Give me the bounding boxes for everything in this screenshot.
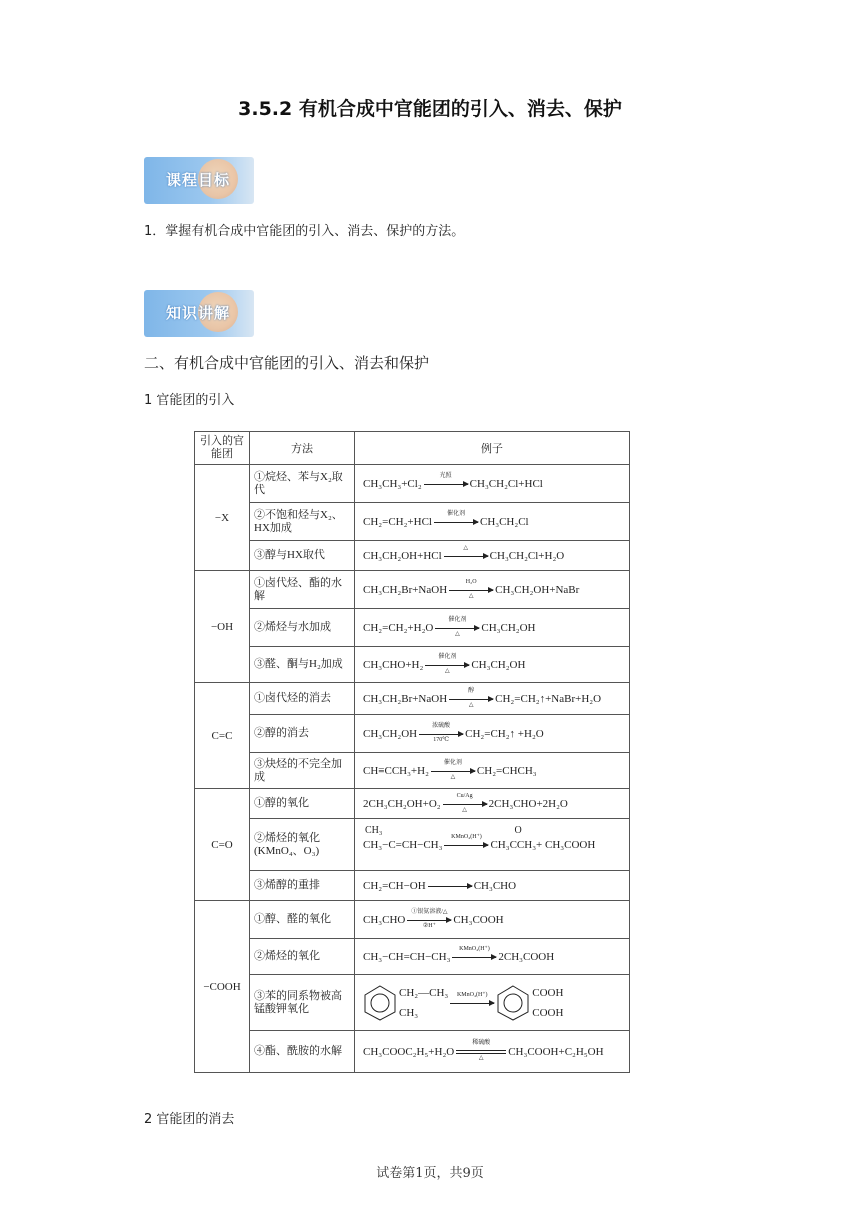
- arrow-shaft: [424, 484, 468, 485]
- condition-above: 醇: [468, 688, 475, 695]
- products: [490, 824, 596, 851]
- products-text: CH₂=CHCH₃: [476, 764, 537, 777]
- reactants-text: CH₃CHO: [363, 913, 406, 926]
- reactants-text: CH₂=CH₂+H₂O: [363, 621, 434, 634]
- example-cell: [355, 819, 630, 871]
- structure-branch: O: [514, 824, 522, 836]
- reactants-text: CH≡CCH₃+H₂: [363, 764, 429, 777]
- reactants-text: CH₃CH₂OH: [363, 727, 418, 740]
- example-cell: [355, 541, 630, 571]
- table-row: [195, 1031, 630, 1073]
- method-cell: ③炔烃的不完全加成: [250, 753, 355, 789]
- reactants-text: CH₃−CH=CH−CH₃: [363, 950, 451, 963]
- products-text: CH₂=CH₂↑+NaBr+H₂O: [495, 692, 602, 705]
- benzene-ring-icon: [496, 984, 530, 1022]
- reaction-arrow-icon: [434, 511, 478, 526]
- arrow-shaft: [444, 556, 488, 557]
- products: [489, 798, 568, 810]
- functional-group-cell: −X: [195, 465, 250, 571]
- method-cell: ②醇的消去: [250, 715, 355, 753]
- example-cell: [355, 609, 630, 647]
- reactants: [363, 951, 450, 963]
- condition-above: 催化剂: [446, 511, 465, 518]
- arrow-shaft: [449, 590, 493, 591]
- condition-above: KMnO₄(H⁺): [459, 946, 490, 953]
- reaction-arrow-icon: [444, 545, 488, 560]
- table-row: [195, 503, 630, 541]
- reactants: [363, 516, 432, 528]
- products-text: CH₃CH₂OH: [471, 658, 526, 671]
- reaction-arrow-icon: [450, 992, 494, 1007]
- page-footer: 试卷第1页，共9页: [376, 1166, 484, 1181]
- reactants-text: CH₂=CH₂+HCl: [363, 515, 432, 528]
- example-cell: [355, 789, 630, 819]
- arrow-head-icon: [491, 954, 497, 960]
- table-row: [195, 789, 630, 819]
- condition-below: ②H⁺: [422, 923, 436, 930]
- products-text: 2CH₃COOH: [498, 950, 555, 963]
- table-row: [195, 753, 630, 789]
- banner-label: 知识讲解: [166, 304, 231, 322]
- products-text: 2CH₃CHO+2H₂O: [488, 797, 568, 810]
- method-cell: ④酯、酰胺的水解: [250, 1031, 355, 1073]
- products-text: CH₃COOH+C₂H₅OH: [508, 1045, 604, 1058]
- equilibrium-arrow-icon: [456, 1039, 506, 1061]
- products: [490, 550, 565, 562]
- products: [480, 516, 529, 528]
- reaction-arrow-icon: [443, 793, 487, 814]
- example-cell: [355, 571, 630, 609]
- reactants-text: CH₂=CH−OH: [363, 879, 426, 892]
- example-cell: [355, 871, 630, 901]
- products: [474, 880, 516, 892]
- products-text: CH₃CH₂Cl: [479, 515, 529, 528]
- reactants: [363, 914, 405, 926]
- table-header: 方法: [250, 432, 355, 465]
- arrow-head-icon: [489, 1000, 495, 1006]
- reactants: [363, 659, 423, 671]
- products: [495, 693, 601, 705]
- arrow-shaft: [428, 886, 472, 887]
- method-cell: ③烯醇的重排: [250, 871, 355, 901]
- method-cell: ①醇、醛的氧化: [250, 901, 355, 939]
- example-cell: [355, 683, 630, 715]
- condition-above: KMnO₄(H⁺): [456, 992, 488, 998]
- arrow-head-icon: [483, 842, 489, 848]
- products: [508, 1046, 603, 1058]
- reactants-text: CH₃CH₂OH+HCl: [363, 549, 442, 562]
- substituent: CH₃: [399, 1006, 419, 1019]
- condition-below: △: [468, 702, 474, 709]
- products: [465, 728, 544, 740]
- table-header: 引入的官能团: [195, 432, 250, 465]
- condition-below: △: [478, 1054, 484, 1061]
- example-cell: [355, 465, 630, 503]
- arrow-line: [456, 1050, 506, 1051]
- benzene-ring-icon: [363, 984, 397, 1022]
- reactants: [363, 478, 422, 490]
- example-cell: [355, 975, 630, 1031]
- products-text: CH₃CH₂Cl+HCl: [469, 477, 543, 490]
- arrow-shaft: [444, 845, 488, 846]
- products-text: CH₃CH₂OH: [481, 621, 536, 634]
- example-cell: [355, 753, 630, 789]
- reactants: [363, 622, 433, 634]
- products-text: CH₃CH₂Cl+H₂O: [489, 549, 565, 562]
- method-cell: ③醛、酮与H₂加成: [250, 647, 355, 683]
- reaction-arrow-icon: [431, 760, 475, 781]
- functional-group-cell: −OH: [195, 571, 250, 683]
- products-text: CH₃CCH₃+ CH₃COOH: [490, 838, 596, 851]
- method-cell: ①醇的氧化: [250, 789, 355, 819]
- reactants: [363, 1046, 454, 1058]
- reactants: [363, 765, 429, 777]
- banner-label: 课程目标: [166, 171, 231, 189]
- products-text: CH₂=CH₂↑ +H₂O: [465, 727, 544, 740]
- table-row: [195, 975, 630, 1031]
- products: [453, 914, 503, 926]
- arrow-shaft: [419, 734, 463, 735]
- table-row: [195, 541, 630, 571]
- reactants-text: CH₃COOC₂H₅+H₂O: [363, 1045, 455, 1058]
- reaction-arrow-icon: [435, 617, 479, 638]
- reaction-arrow-icon: [407, 909, 451, 930]
- structure-branch: CH₃: [365, 824, 383, 836]
- condition-above: 催化剂: [443, 760, 462, 767]
- reactants: [363, 798, 441, 810]
- functional-group-cell: C=C: [195, 683, 250, 789]
- functional-group-cell: C=O: [195, 789, 250, 901]
- table-row: [195, 465, 630, 503]
- reactants: [363, 728, 417, 740]
- condition-above: KMnO₄(H⁺): [451, 834, 482, 841]
- reactants-text: CH₃CH₂Br+NaOH: [363, 583, 448, 596]
- table-row: [195, 609, 630, 647]
- table-row: [195, 571, 630, 609]
- functional-group-cell: −COOH: [195, 901, 250, 1073]
- reactants: [363, 584, 447, 596]
- condition-above: 催化剂: [438, 654, 457, 661]
- reaction-arrow-icon: [449, 688, 493, 709]
- table-row: [195, 901, 630, 939]
- reactants-text: CH₃CH₂Br+NaOH: [363, 692, 448, 705]
- arrow-head-icon: [463, 481, 469, 487]
- example-cell: [355, 647, 630, 683]
- products: [498, 951, 554, 963]
- condition-above: ①银氨溶液/△: [411, 909, 448, 916]
- reaction-arrow-icon: [449, 579, 493, 600]
- condition-below: △: [455, 631, 460, 638]
- condition-below: 170℃: [433, 737, 449, 744]
- reaction-arrow-icon: [425, 654, 469, 675]
- reaction-arrow-icon: [424, 473, 468, 488]
- substituent: CH₂—CH₃: [399, 986, 449, 999]
- condition-above: H₂O: [465, 579, 477, 586]
- condition-below: △: [462, 807, 467, 814]
- arrow-head-icon: [473, 519, 479, 525]
- knowledge-banner: [144, 290, 254, 337]
- reaction-arrow-icon: [444, 834, 488, 849]
- condition-above: 浓硫酸: [432, 723, 451, 730]
- arrow-head-icon: [483, 553, 489, 559]
- arrow-head-icon: [467, 883, 473, 889]
- method-cell: ①卤代烃、酯的水解: [250, 571, 355, 609]
- substituent: COOH: [532, 986, 564, 999]
- example-cell: [355, 901, 630, 939]
- arrow-shaft: [452, 957, 496, 958]
- table-row: [195, 939, 630, 975]
- example-cell: [355, 1031, 630, 1073]
- reactants-text: CH₃CHO+H₂: [363, 658, 424, 671]
- substituent-stack: [532, 983, 563, 1023]
- reactants: [363, 550, 442, 562]
- products-text: CH₃CHO: [473, 879, 517, 892]
- substituent-stack: [399, 983, 448, 1023]
- course-goal-banner: [144, 157, 254, 204]
- example-cell: [355, 939, 630, 975]
- functional-group-table: [194, 431, 630, 1073]
- condition-below: △: [468, 593, 474, 600]
- arrow-shaft: [443, 804, 487, 805]
- method-cell: ②烯烃与水加成: [250, 609, 355, 647]
- subsection-heading: 1 官能团的引入: [144, 393, 235, 408]
- products-text: CH₃CH₂OH+NaBr: [495, 583, 580, 596]
- arrow-shaft: [425, 665, 469, 666]
- products: [470, 478, 543, 490]
- reactants: [363, 693, 447, 705]
- section-heading: 二、有机合成中官能团的引入、消去和保护: [144, 354, 430, 372]
- condition-below: △: [445, 668, 450, 675]
- arrow-line: [456, 1053, 506, 1054]
- condition-above: 光照: [439, 473, 452, 480]
- condition-above: 稀硫酸: [472, 1039, 491, 1046]
- reaction-arrow-icon: [428, 881, 472, 890]
- reactants: [363, 824, 443, 851]
- method-cell: ①烷烃、苯与X₂取代: [250, 465, 355, 503]
- table-row: [195, 819, 630, 871]
- page-title: 3.5.2 有机合成中官能团的引入、消去、保护: [238, 98, 622, 120]
- products: [471, 659, 525, 671]
- example-cell: [355, 503, 630, 541]
- reaction-arrow-icon: [452, 946, 496, 961]
- products: [477, 765, 537, 777]
- condition-above: △: [463, 545, 468, 552]
- arrow-shaft: [434, 522, 478, 523]
- arrow-shaft: [435, 628, 479, 629]
- condition-above: Cu/Ag: [456, 793, 473, 800]
- table-row: [195, 715, 630, 753]
- arrow-shaft: [431, 771, 475, 772]
- table-header: 例子: [355, 432, 630, 465]
- method-cell: ②烯烃的氧化: [250, 939, 355, 975]
- reactants-text: CH₃CH₃+Cl₂: [363, 477, 422, 490]
- products: [495, 584, 579, 596]
- condition-below: △: [450, 774, 456, 781]
- arrow-shaft: [450, 1003, 494, 1004]
- table-row: [195, 647, 630, 683]
- method-cell: ②不饱和烃与X₂、HX加成: [250, 503, 355, 541]
- reactants: [363, 880, 426, 892]
- reactants-text: 2CH₃CH₂OH+O₂: [363, 797, 441, 810]
- products-text: CH₃COOH: [453, 913, 504, 926]
- arrow-shaft: [449, 699, 493, 700]
- method-cell: ③苯的同系物被高锰酸钾氧化: [250, 975, 355, 1031]
- substituent: COOH: [532, 1006, 564, 1019]
- arrow-shaft: [407, 920, 451, 921]
- reaction-arrow-icon: [419, 723, 463, 744]
- reactants-text: CH₃−C=CH−CH₃: [363, 838, 443, 851]
- method-cell: ②烯烃的氧化(KMnO₄、O₃): [250, 819, 355, 871]
- method-cell: ①卤代烃的消去: [250, 683, 355, 715]
- table-row: [195, 683, 630, 715]
- condition-above: 催化剂: [448, 617, 467, 624]
- objective-text: 1．掌握有机合成中官能团的引入、消去、保护的方法。: [144, 224, 465, 239]
- table-row: [195, 871, 630, 901]
- method-cell: ③醇与HX取代: [250, 541, 355, 571]
- products: [481, 622, 535, 634]
- example-cell: [355, 715, 630, 753]
- subsection-heading: 2 官能团的消去: [144, 1112, 235, 1127]
